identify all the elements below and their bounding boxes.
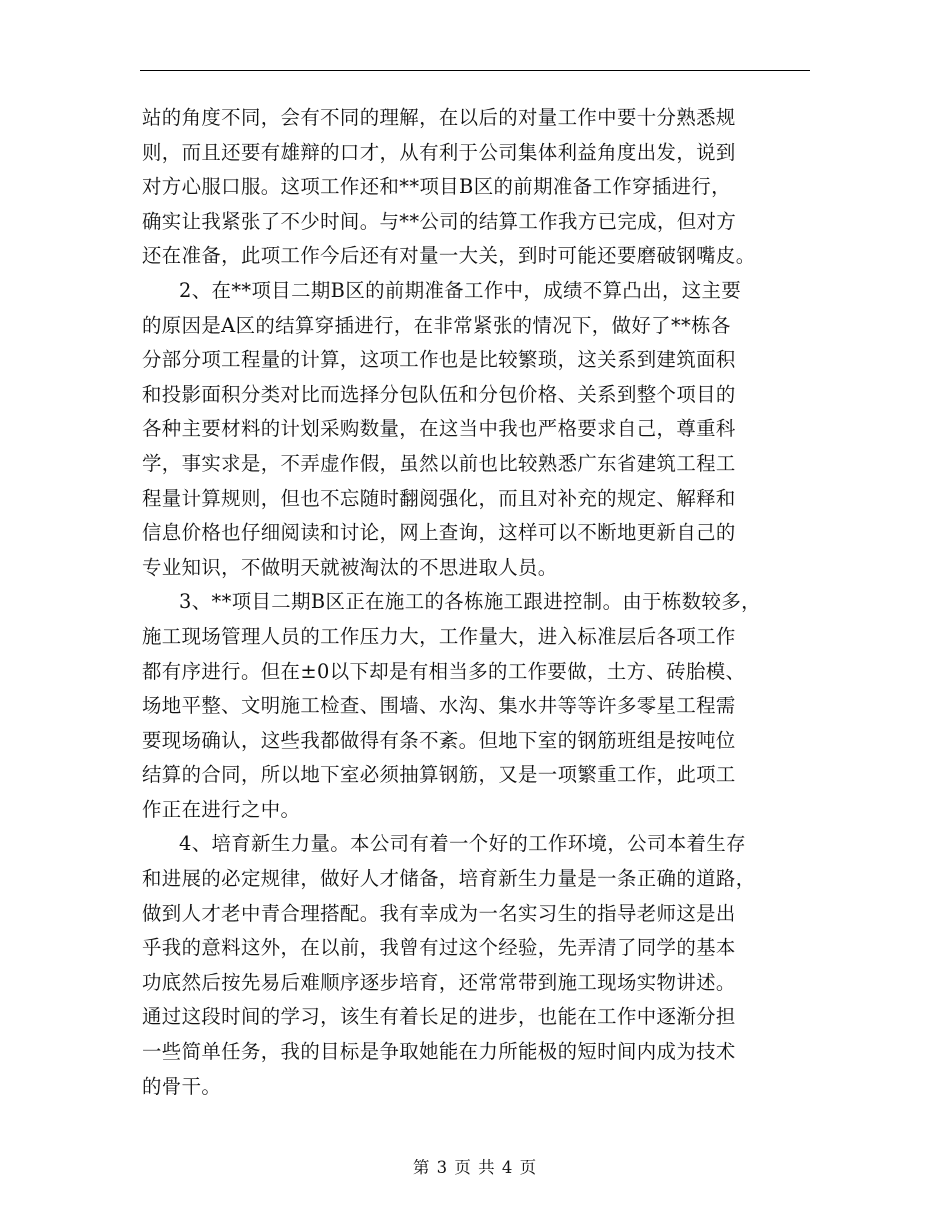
text-line: 做到人才老中青合理搭配。我有幸成为一名实习生的指导老师这是出 — [142, 901, 736, 925]
text-line: 施工现场管理人员的工作压力大，工作量大，进入标准层后各项工作 — [142, 624, 736, 648]
text-line: 还在准备，此项工作今后还有对量一大关，到时可能还要磨破钢嘴皮。 — [142, 244, 756, 268]
text-line: 功底然后按先易后难顺序逐步培育，还常常带到施工现场实物讲述。 — [142, 970, 736, 994]
text-line: 场地平整、文明施工检查、围墙、水沟、集水井等等许多零星工程需 — [142, 694, 736, 718]
text-line: 程量计算规则，但也不忘随时翻阅强化，而且对补充的规定、解释和 — [142, 486, 736, 510]
text-line: 的原因是A区的结算穿插进行，在非常紧张的情况下，做好了**栋各 — [142, 313, 731, 337]
text-line: 和投影面积分类对比而选择分包队伍和分包价格、关系到整个项目的 — [142, 382, 736, 406]
text-line: 确实让我紧张了不少时间。与**公司的结算工作我方已完成，但对方 — [142, 209, 737, 233]
text-line: 站的角度不同，会有不同的理解，在以后的对量工作中要十分熟悉规 — [142, 106, 736, 129]
text-line: 专业知识，不做明天就被淘汰的不思进取人员。 — [142, 555, 558, 579]
text-line: 2、在**项目二期B区的前期准备工作中，成绩不算凸出，这主要 — [179, 278, 742, 302]
text-line: 对方心服口服。这项工作还和**项目B区的前期准备工作穿插进行， — [142, 175, 731, 199]
text-line: 都有序进行。但在±0以下却是有相当多的工作要做，土方、砖胎模、 — [142, 659, 746, 683]
text-line: 通过这段时间的学习，该生有着长足的进步，也能在工作中逐渐分担 — [142, 1005, 736, 1029]
text-line: 3、**项目二期B区正在施工的各栋施工跟进控制。由于栋数较多， — [179, 590, 761, 614]
text-line: 和进展的必定规律，做好人才储备，培育新生力量是一条正确的道路， — [142, 867, 756, 891]
text-line: 作正在进行之中。 — [142, 797, 301, 821]
text-line: 分部分项工程量的计算，这项工作也是比较繁琐，这关系到建筑面积 — [142, 348, 736, 372]
text-line: 4、培育新生力量。本公司有着一个好的工作环境，公司本着生存 — [179, 832, 746, 856]
header-rule — [140, 70, 810, 71]
text-line: 一些简单任务，我的目标是争取她能在力所能极的短时间内成为技术 — [142, 1040, 736, 1064]
text-line: 学，事实求是，不弄虚作假，虽然以前也比较熟悉广东省建筑工程工 — [142, 451, 736, 475]
text-line: 结算的合同，所以地下室必须抽算钢筋，又是一项繁重工作，此项工 — [142, 763, 736, 787]
text-line: 的骨干。 — [142, 1074, 222, 1098]
text-line: 各种主要材料的计划采购数量，在这当中我也严格要求自己，尊重科 — [142, 417, 736, 441]
text-line: 则，而且还要有雄辩的口才，从有利于公司集体利益角度出发，说到 — [142, 140, 736, 164]
text-line: 信息价格也仔细阅读和讨论，网上查询，这样可以不断地更新自己的 — [142, 521, 736, 545]
text-line: 要现场确认，这些我都做得有条不紊。但地下室的钢筋班组是按吨位 — [142, 728, 736, 752]
text-line: 乎我的意料这外，在以前，我曾有过这个经验，先弄清了同学的基本 — [142, 936, 736, 960]
body-text — [142, 101, 822, 1104]
page-number: 第 3 页 共 4 页 — [412, 1158, 538, 1177]
